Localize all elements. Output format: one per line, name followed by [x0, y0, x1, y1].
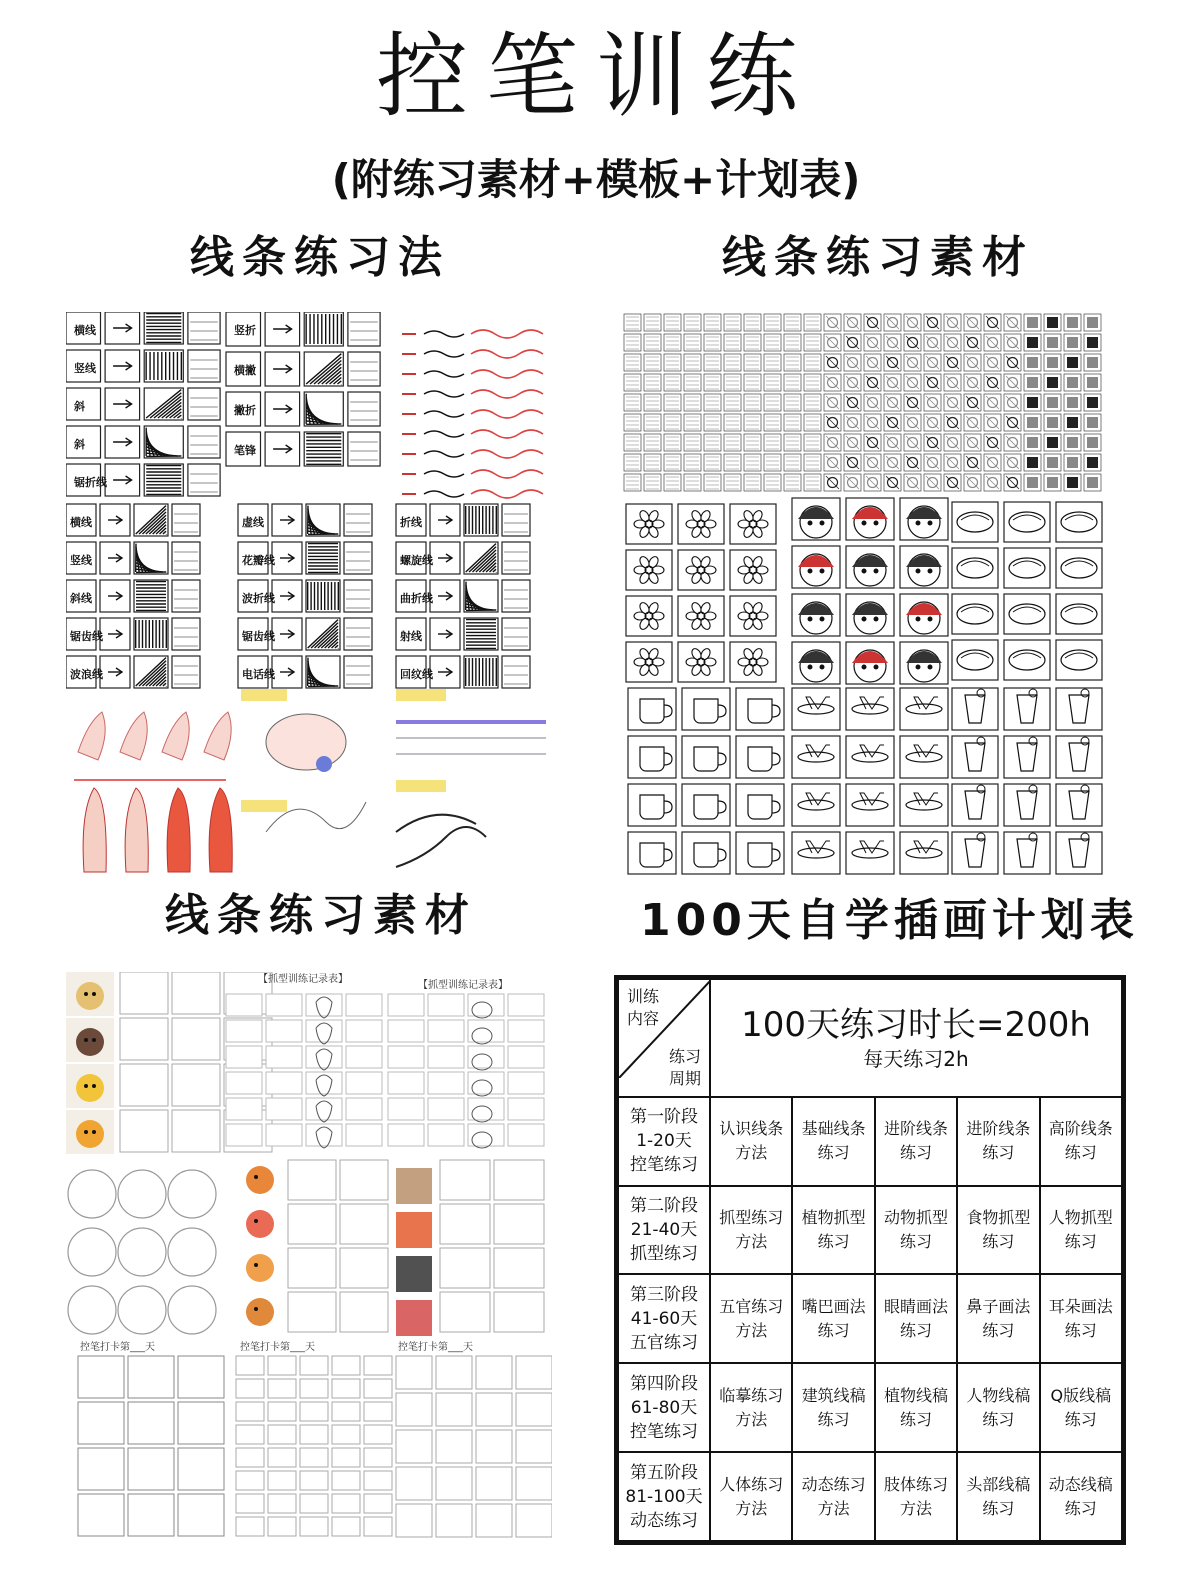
plan-task-text: 练习 — [899, 1409, 932, 1429]
plan-task-cell — [1040, 1363, 1122, 1452]
page-title: 控笔训练 — [375, 23, 816, 130]
plan-stage-cell — [618, 1363, 710, 1452]
plan-task-text: 进阶线条 — [883, 1119, 948, 1139]
plan-task-text: 方法 — [735, 1409, 768, 1429]
plan-task-text: 练习 — [817, 1320, 850, 1340]
plan-row — [618, 1186, 1122, 1275]
line-type-label: 撇折 — [234, 404, 256, 417]
plan-task-cell — [1040, 1186, 1122, 1275]
line-type-label: 横线 — [74, 324, 96, 337]
plan-subline: 每天练习2h — [863, 1046, 969, 1071]
plan-task-text: 方法 — [735, 1143, 768, 1163]
section-title-line-material-2: 线条练习素材 — [165, 890, 477, 941]
plan-task-cell — [957, 1274, 1039, 1363]
plan-task-text: 建筑线稿 — [801, 1385, 866, 1405]
plan-task-text: 鼻子画法 — [966, 1296, 1031, 1316]
plan-stage-stage: 第一阶段 — [630, 1107, 698, 1128]
plan-task-text: 肢体练习 — [883, 1474, 948, 1494]
plan-task-text: 练习 — [899, 1320, 932, 1340]
plan-stage-stage: 第五阶段 — [630, 1462, 698, 1483]
plan-task-cell — [792, 1274, 874, 1363]
plan-task-text: 练习 — [1064, 1231, 1097, 1251]
record-table-header: 【抓型训练记录表】 — [418, 980, 508, 991]
plan-stage-days: 21-40天 — [630, 1219, 698, 1240]
plan-task-text: 认识线条 — [719, 1119, 784, 1139]
line-material-illustration — [622, 312, 1106, 884]
plan-task-text: 眼睛画法 — [883, 1296, 948, 1316]
plan-task-text: 练习 — [899, 1143, 932, 1163]
plan-task-cell — [792, 1097, 874, 1186]
plan-task-text: 进阶线条 — [966, 1119, 1031, 1139]
plan-task-cell — [1040, 1452, 1122, 1541]
line-type-label: 波折线 — [242, 592, 275, 605]
plan-task-text: 人体练习 — [719, 1474, 784, 1494]
plan-task-cell — [875, 1097, 957, 1186]
plan-stage-days: 1-20天 — [636, 1131, 692, 1152]
plan-task-text: 练习 — [817, 1409, 850, 1429]
plan-task-text: 抓型练习 — [719, 1207, 784, 1227]
plan-task-cell — [710, 1363, 792, 1452]
plan-row — [618, 1274, 1122, 1363]
line-type-label: 竖线 — [74, 362, 96, 375]
plan-task-cell — [792, 1452, 874, 1541]
plan-corner-top: 训练 内容 — [627, 987, 660, 1028]
page-subtitle: (附练习素材+模板+计划表) — [331, 155, 861, 204]
line-material-collage — [622, 312, 1106, 884]
plan-corner-bottom: 练习 周期 — [668, 1046, 701, 1088]
line-type-label: 竖线 — [70, 554, 92, 567]
line-method-illustration — [66, 312, 550, 874]
plan-task-cell — [710, 1186, 792, 1275]
line-type-label: 斜线 — [70, 592, 92, 605]
plan-table — [614, 975, 1126, 1545]
line-type-label: 曲折线 — [400, 592, 433, 605]
plan-task-text: 高阶线条 — [1048, 1119, 1113, 1139]
plan-task-text: 练习 — [982, 1409, 1015, 1429]
line-type-label: 电话线 — [242, 668, 275, 681]
line-type-label: 螺旋线 — [400, 554, 433, 567]
plan-task-text: 练习 — [817, 1143, 850, 1163]
plan-task-cell — [792, 1186, 874, 1275]
plan-stage-focus: 动态练习 — [630, 1510, 698, 1531]
plan-stage-stage: 第二阶段 — [630, 1195, 698, 1216]
line-type-label: 锯折线 — [74, 476, 107, 489]
plan-stage-days: 41-60天 — [630, 1308, 698, 1329]
plan-task-text: 练习 — [1064, 1498, 1097, 1518]
plan-task-text: 方法 — [817, 1498, 850, 1518]
plan-task-text: 练习 — [1064, 1320, 1097, 1340]
plan-task-cell — [957, 1363, 1039, 1452]
plan-task-text: 动态线稿 — [1048, 1474, 1113, 1494]
plan-task-text: 基础线条 — [801, 1119, 866, 1139]
plan-task-text: Q版线稿 — [1050, 1385, 1112, 1405]
plan-task-text: 练习 — [817, 1231, 850, 1251]
plan-row — [618, 1452, 1122, 1541]
plan-stage-focus: 抓型练习 — [630, 1243, 698, 1264]
line-type-label: 笔锋 — [234, 444, 256, 457]
plan-task-text: 人物抓型 — [1048, 1207, 1113, 1227]
plan-task-text: 食物抓型 — [966, 1207, 1031, 1227]
plan-stage-cell — [618, 1186, 710, 1275]
line-type-label: 竖折 — [234, 324, 256, 337]
plan-task-cell — [957, 1097, 1039, 1186]
plan-header-cell — [710, 979, 1122, 1097]
plan-task-text: 植物线稿 — [883, 1385, 948, 1405]
checkin-card-header: 控笔打卡第___天 — [240, 1342, 315, 1353]
plan-task-text: 练习 — [982, 1231, 1015, 1251]
plan-headline: 100天练习时长=200h — [741, 1004, 1091, 1045]
plan-task-cell — [710, 1097, 792, 1186]
plan-task-cell — [875, 1274, 957, 1363]
plan-stage-focus: 控笔练习 — [630, 1155, 698, 1176]
template-illustration — [66, 972, 552, 1544]
plan-task-text: 动态练习 — [801, 1474, 866, 1494]
plan-task-text: 练习 — [982, 1320, 1015, 1340]
line-type-label: 横线 — [70, 516, 92, 529]
plan-task-cell — [710, 1452, 792, 1541]
plan-task-cell — [710, 1274, 792, 1363]
record-table-header: 【抓型训练记录表】 — [258, 974, 348, 985]
plan-task-cell — [875, 1452, 957, 1541]
section-title-line-material: 线条练习素材 — [722, 232, 1034, 283]
plan-task-cell — [957, 1452, 1039, 1541]
plan-stage-focus: 五官练习 — [630, 1332, 698, 1353]
plan-task-text: 练习 — [982, 1143, 1015, 1163]
plan-task-cell — [1040, 1097, 1122, 1186]
plan-task-text: 嘴巴画法 — [801, 1296, 866, 1316]
plan-row — [618, 1097, 1122, 1186]
line-type-label: 波浪线 — [70, 668, 103, 681]
line-type-label: 虚线 — [242, 516, 264, 529]
plan-task-cell — [957, 1186, 1039, 1275]
line-type-label: 锯齿线 — [70, 630, 103, 643]
plan-stage-days: 61-80天 — [630, 1397, 698, 1418]
plan-stage-days: 81-100天 — [625, 1486, 703, 1507]
plan-task-text: 方法 — [735, 1320, 768, 1340]
plan-task-cell — [875, 1363, 957, 1452]
plan-task-text: 临摹练习 — [719, 1385, 784, 1405]
line-method-collage — [66, 312, 550, 874]
section-title-plan: 100天自学插画计划表 — [640, 895, 1139, 946]
plan-corner-cell — [618, 979, 710, 1097]
plan-stage-cell — [618, 1097, 710, 1186]
line-type-label: 花瓣线 — [242, 554, 275, 567]
plan-stage-stage: 第三阶段 — [630, 1284, 698, 1305]
plan-stage-cell — [618, 1274, 710, 1363]
line-type-label: 回纹线 — [400, 668, 433, 681]
plan-task-text: 人物线稿 — [966, 1385, 1031, 1405]
line-type-label: 斜 — [74, 400, 85, 413]
template-collage — [66, 972, 552, 1544]
plan-task-cell — [875, 1186, 957, 1275]
plan-stage-focus: 控笔练习 — [630, 1421, 698, 1442]
plan-row — [618, 1363, 1122, 1452]
plan-task-cell — [1040, 1274, 1122, 1363]
plan-task-text: 方法 — [735, 1498, 768, 1518]
plan-task-text: 练习 — [982, 1498, 1015, 1518]
section-title-line-method: 线条练习法 — [190, 232, 450, 283]
line-type-label: 折线 — [400, 516, 422, 529]
plan-task-text: 动物抓型 — [883, 1207, 948, 1227]
plan-task-text: 练习 — [1064, 1143, 1097, 1163]
plan-stage-stage: 第四阶段 — [630, 1373, 698, 1394]
plan-task-text: 耳朵画法 — [1048, 1296, 1113, 1316]
plan-stage-cell — [618, 1452, 710, 1541]
line-type-label: 射线 — [400, 630, 422, 643]
plan-task-cell — [792, 1363, 874, 1452]
line-type-label: 锯齿线 — [242, 630, 275, 643]
line-type-label: 斜 — [74, 438, 85, 451]
plan-task-text: 练习 — [1064, 1409, 1097, 1429]
plan-task-text: 方法 — [735, 1231, 768, 1251]
checkin-card-header: 控笔打卡第___天 — [80, 1342, 155, 1353]
plan-task-text: 练习 — [899, 1231, 932, 1251]
plan-task-text: 头部线稿 — [966, 1474, 1031, 1494]
checkin-card-header: 控笔打卡第___天 — [398, 1342, 473, 1353]
plan-task-text: 植物抓型 — [801, 1207, 866, 1227]
plan-task-text: 五官练习 — [719, 1296, 784, 1316]
line-type-label: 横撇 — [234, 364, 256, 377]
plan-task-text: 方法 — [899, 1498, 932, 1518]
